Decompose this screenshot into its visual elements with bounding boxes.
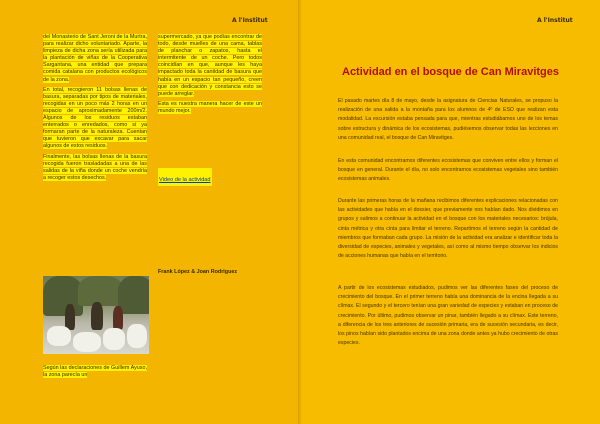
left-col2-paragraph-2: Esta es nuestra manera hacer de este un mundo mejor. <box>158 100 262 114</box>
left-column-1 <box>43 34 147 185</box>
left-col2-paragraph-1: supermercado, ya que podías encontrar de todo, desde muelles de una cama, tablas de planchar o zapatos, hasta el intermitente de un coche. Pero todos coincidían en que, aunque les haya impactado toda la cantidad de basura que había en un espacio tan pequeño, creen que con dedicación y constancia esto se puede arreglar. <box>158 34 262 97</box>
left-page-brand: A l'Institut <box>232 17 268 24</box>
left-col1-paragraph-4: Según las declaraciones de Guillem Ayuso, la zona parecía un <box>43 365 147 379</box>
left-column-1-continued <box>43 365 147 382</box>
volunteers-photo <box>43 276 149 354</box>
video-link-wrapper <box>158 168 212 186</box>
right-page-brand: A l'Institut <box>537 17 573 24</box>
left-col1-paragraph-2: En total, recogieron 11 bolsas llenas de basura, separadas por tipos de materiales, recogidas en un poco más 2 horas en un espacio de aproximadamente 200m/2. Algunos de los residuos estaban enterrados o enredados, como si ya formaran parte de la naturaleza. Cuentan que tuvieron que excavar para sacar algunos de estos residuos. <box>43 86 147 150</box>
article-title: Actividad en el bosque de Can Miravitges <box>342 66 559 78</box>
right-paragraph-3: Durante las primeras horas de la mañana recibimos diferentes explicaciones relacionadas con las actividades que había en el dossier, que previamente nos habían dado. Nos dividimos en grupos y salimos a continuar la actividad en el bosque con los materiales necesarios: brújula, cinta métrica y otra cinta para limitar el terreno. Repartimos el terreno según la cantidad de miembros que formaban cada grupo. La misión de la actividad era analizar e identificar toda la diversidad de especies, animales y vegetales, así como al mismo tiempo observar los indicios de acciones humanas que había en el territorio. <box>338 198 558 260</box>
right-paragraph-2: En esta comunidad encontramos diferentes ecosistemas que conviven entre ellos y forman el bosque en general. Durante el día, no solo encontramos ecosistemas vegetales sino también ecosistemas animales. <box>338 158 558 183</box>
right-paragraph-1: El pasado martes día 8 de mayo, desde la asignatura de Ciencias Naturales, se propuso la realización de una salida a la montaña para los alumnos de 4º de ESO que realizan esta modalidad. La excursión estaba pensada para que, mientras estudiábamos uno de los temas sobre estructura y dinámica de los ecosistemas, pudiésemos observar todas las lecciones en una comunidad real, el bosque de Can Miravitges. <box>338 98 558 141</box>
left-col1-paragraph-3: Finalmente, las bolsas llenas de la basura recogida fueron trasladadas a una de las salidas de la viña donde un coche vendría a recoger estos desechos. <box>43 153 147 181</box>
right-paragraph-4: A partir de los ecosistemas estudiados, pudimos ver las diferentes fases del proceso de crecimiento del bosque. En el primer terreno había una dominancia de la encina llegada a su clímax. El segundo y el tercero tenían una gran variedad de especies y estaban en proceso de crecimiento. Por último, pudimos observar un pinar, también llegado a su clímax. Este terreno, a diferencia de los tres anteriores de sucesión primaria, era de sucesión secundaria, es decir, los pinos habían sido plantados encima de una zona donde antes ya hubo crecimiento de otras especies. <box>338 285 558 347</box>
left-col1-paragraph-1: del Monasterio de Sant Jeroni de la Murtra, para realizar dicho voluntariado. Aparte, la limpieza de dicha zona sería utilizada para la plantación de viñas de la Cooperativa Sargantana, una entidad que prepara comida catalana con productos ecológicos de la zona. <box>43 34 147 83</box>
left-column-2 <box>158 34 262 118</box>
video-link[interactable]: Video de la actividad <box>159 177 211 183</box>
article-authors: Frank López & Joan Rodriguez <box>158 269 238 275</box>
page-gutter <box>298 0 302 424</box>
